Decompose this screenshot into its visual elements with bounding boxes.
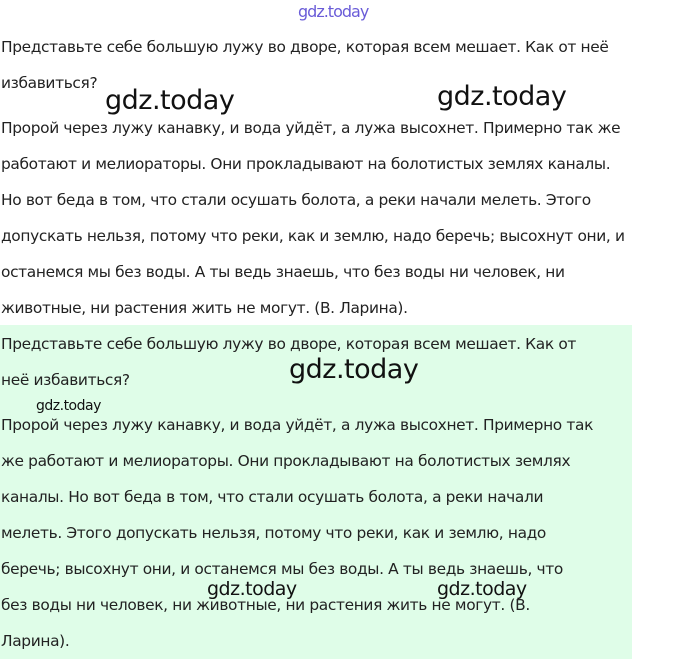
question-line: Пророй через лужу канавку, и вода уйдёт, а лужа высохнет. Примерно так же [1, 119, 621, 137]
watermark: gdz.today [105, 85, 235, 116]
answer-line: неё избавиться? [1, 371, 130, 389]
answer-line: Ларина). [1, 632, 70, 650]
answer-line: без воды ни человек, ни животные, ни растения жить не могут. (В. [1, 596, 530, 614]
answer-line: Представьте себе большую лужу во дворе, которая всем мешает. Как от [1, 335, 576, 353]
question-line: Представьте себе большую лужу во дворе, которая всем мешает. Как от неё [1, 38, 609, 56]
question-line: Но вот беда в том, что стали осушать болота, а реки начали мелеть. Этого [1, 191, 591, 209]
answer-line: беречь; высохнут они, и останемся мы без воды. А ты ведь знаешь, что [1, 560, 563, 578]
watermark: gdz.today [437, 81, 567, 112]
answer-line: же работают и мелиораторы. Они прокладывают на болотистых землях [1, 452, 571, 470]
watermark: gdz.today [289, 354, 419, 385]
watermark: gdz.today [36, 398, 101, 414]
question-line: животные, ни растения жить не могут. (В. Ларина). [1, 299, 408, 317]
watermark: gdz.today [298, 2, 369, 21]
question-line: работают и мелиораторы. Они прокладывают на болотистых землях каналы. [1, 155, 611, 173]
watermark: gdz.today [437, 578, 527, 600]
answer-line: Пророй через лужу канавку, и вода уйдёт, а лужа высохнет. Примерно так [1, 416, 594, 434]
answer-line: каналы. Но вот беда в том, что стали осушать болота, а реки начали [1, 488, 544, 506]
question-line: избавиться? [1, 74, 98, 92]
watermark: gdz.today [207, 578, 297, 600]
question-line: допускать нельзя, потому что реки, как и землю, надо беречь; высохнут они, и [1, 227, 625, 245]
question-line: останемся мы без воды. А ты ведь знаешь, что без воды ни человек, ни [1, 263, 565, 281]
answer-line: мелеть. Этого допускать нельзя, потому что реки, как и землю, надо [1, 524, 547, 542]
